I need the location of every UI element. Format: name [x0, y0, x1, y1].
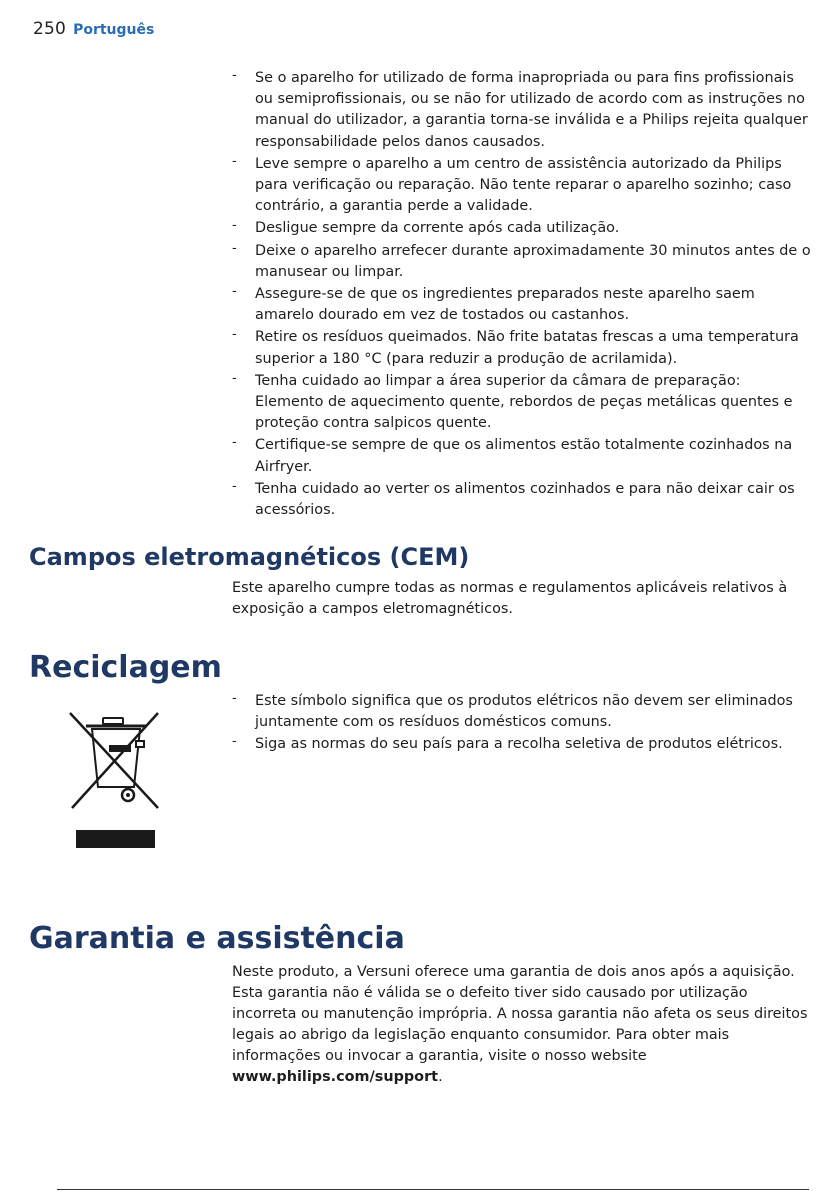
dash-bullet: -	[232, 370, 237, 386]
dash-bullet: -	[232, 68, 237, 83]
dash-bullet: -	[232, 284, 237, 300]
list-item	[232, 218, 812, 239]
list-item-text: Se o aparelho for utilizado de forma inapropriada ou para fins profissionais ou semiprofissionais, ou se não for utilizado de acordo com as instruções no manual do utilizador, a garantia torna-se inválida e a Philips rejeita qualquer responsabilidade pelos danos causados.	[255, 70, 808, 150]
dash-bullet: -	[232, 691, 237, 706]
page-number: 250	[33, 19, 67, 39]
list-item-text: Tenha cuidado ao verter os alimentos cozinhados e para não deixar cair os acessórios.	[255, 480, 795, 519]
dash-bullet: -	[232, 218, 237, 234]
recycling-heading: Reciclagem	[29, 650, 222, 685]
dash-bullet: -	[232, 240, 237, 256]
cem-text: Este aparelho cumpre todas as normas e regulamentos aplicáveis relativos à exposição a campos eletromagnéticos.	[232, 580, 788, 617]
warranty-heading: Garantia e assistência	[29, 921, 405, 956]
list-item-text: Retire os resíduos queimados. Não frite batatas frescas a uma temperatura superior a 180 °C (para reduzir a produção de acrilamida).	[255, 329, 799, 367]
dash-bullet: -	[232, 734, 237, 750]
list-item	[232, 435, 812, 477]
list-item	[232, 154, 812, 218]
language-label: Português	[73, 22, 155, 38]
list-item	[232, 734, 812, 755]
dash-bullet: -	[232, 153, 237, 169]
list-item	[232, 691, 812, 733]
dash-bullet: -	[232, 435, 237, 451]
page-header	[33, 19, 154, 39]
support-link[interactable]: www.philips.com/support	[232, 1069, 439, 1085]
dash-bullet: -	[232, 478, 237, 494]
list-item	[232, 284, 812, 326]
list-item	[232, 68, 812, 153]
cem-heading: Campos eletromagnéticos (CEM)	[29, 543, 470, 571]
list-item-text: Leve sempre o aparelho a um centro de assistência autorizado da Philips para verificação ou reparação. Não tente reparar o aparelho sozinho; caso contrário, a garantia perde a validade.	[255, 155, 792, 215]
list-item-text: Este símbolo significa que os produtos elétricos não devem ser eliminados juntamente com os resíduos domésticos comuns.	[255, 693, 793, 731]
list-item	[232, 327, 812, 369]
list-item-text: Desligue sempre da corrente após cada utilização.	[255, 220, 620, 237]
footer-rule	[57, 1189, 809, 1190]
list-item-text: Siga as normas do seu país para a recolha seletiva de produtos elétricos.	[255, 736, 783, 753]
list-item-text: Certifique-se sempre de que os alimentos estão totalmente cozinhados na Airfryer.	[255, 437, 793, 475]
warranty-body: Neste produto, a Versuni oferece uma garantia de dois anos após a aquisição. Esta garantia não é válida se o defeito tiver sido causado por utilização incorreta ou manutenção imprópria. A nossa garantia não afeta os seus direitos legais ao abrigo da legislação enquanto consumidor. Para obter mais informações ou invocar a garantia, visite o nosso website	[232, 964, 808, 1064]
safety-list	[232, 68, 812, 522]
list-item-text: Deixe o aparelho arrefecer durante aproximadamente 30 minutos antes de o manusear ou limpar.	[255, 242, 811, 280]
recycling-list	[232, 691, 812, 757]
weee-crossed-bin-icon	[66, 705, 166, 850]
list-item	[232, 371, 812, 435]
list-item	[232, 241, 812, 283]
dash-bullet: -	[232, 327, 237, 343]
warranty-end: .	[438, 1069, 443, 1085]
list-item-text: Assegure-se de que os ingredientes preparados neste aparelho saem amarelo dourado em vez de tostados ou castanhos.	[255, 286, 755, 324]
list-item-text: Tenha cuidado ao limpar a área superior da câmara de preparação: Elemento de aquecimento quente, rebordos de peças metálicas quentes e proteção contra salpicos quente.	[255, 372, 793, 432]
warranty-text	[232, 962, 812, 1088]
list-item	[232, 479, 812, 521]
